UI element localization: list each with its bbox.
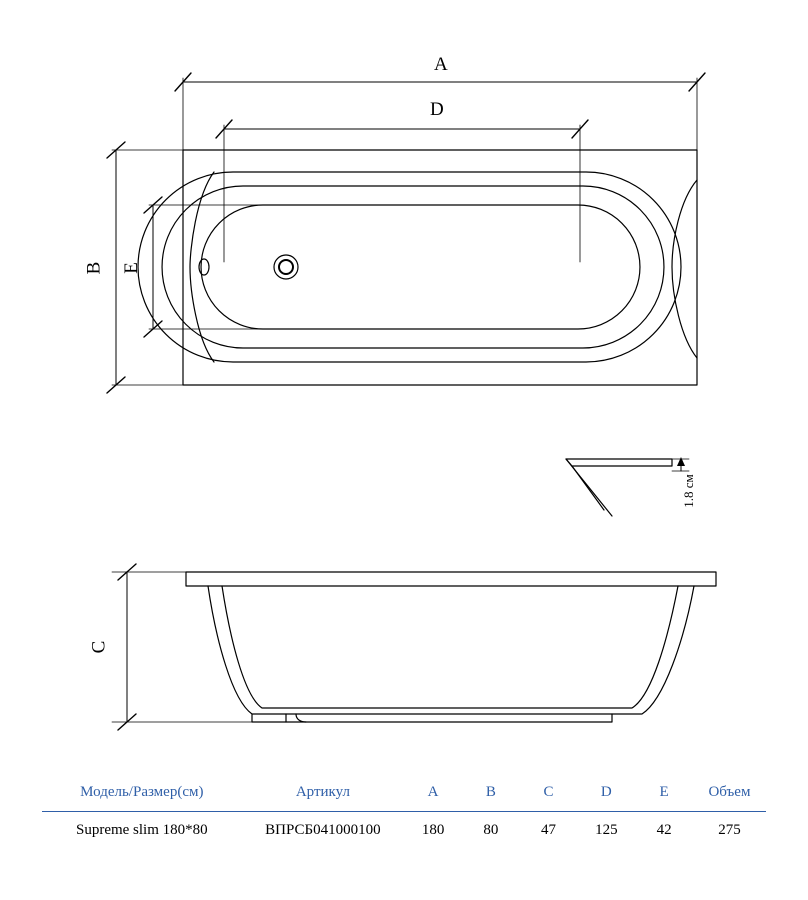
dimension-label-e: E (120, 262, 142, 274)
table-header-model: Модель/Размер(см) (42, 778, 242, 812)
table-header-c: C (520, 778, 578, 812)
table-row (42, 812, 766, 846)
top-view-outer-rim (183, 150, 697, 385)
top-view-left-wall (190, 172, 214, 362)
table-header-a: A (404, 778, 462, 812)
cell-e: 42 (656, 822, 672, 838)
specification-table (42, 778, 766, 845)
cell-d: 125 (595, 822, 618, 838)
cell-c: 47 (541, 822, 557, 838)
cell-volume: 275 (718, 822, 741, 838)
side-view-body-outer (208, 586, 694, 714)
rim-thickness-leg-2 (566, 459, 612, 516)
top-view-basin (201, 205, 640, 329)
side-view-body-inner (222, 586, 678, 708)
side-view-rim (186, 572, 716, 586)
dimension-label-c: C (88, 640, 110, 654)
top-view-inner-rim-outer (138, 172, 681, 362)
cell-article: ВПРСБ041000100 (265, 822, 381, 838)
side-view-base (252, 714, 612, 722)
dimension-label-b: B (83, 261, 105, 275)
drain-outer-icon (274, 255, 298, 279)
table-header-d: D (577, 778, 635, 812)
dimension-label-a: A (434, 54, 448, 75)
table-header-volume: Объем (693, 778, 766, 812)
rim-thickness-profile (566, 459, 672, 466)
table-header-e: E (635, 778, 693, 812)
drain-inner-icon (279, 260, 293, 274)
cell-model: Supreme slim 180*80 (75, 822, 208, 838)
top-view-right-wall (672, 180, 697, 358)
side-view-foot-curve (296, 714, 306, 722)
table-header-b: B (462, 778, 520, 812)
arrow-thickness-up (677, 457, 685, 466)
dimension-label-d: D (430, 99, 444, 120)
cell-b: 80 (483, 822, 499, 838)
table-header-article: Артикул (242, 778, 405, 812)
table-header-row (42, 778, 766, 812)
dimension-label-thickness: 1.8 см (680, 474, 696, 508)
cell-a: 180 (421, 822, 445, 838)
